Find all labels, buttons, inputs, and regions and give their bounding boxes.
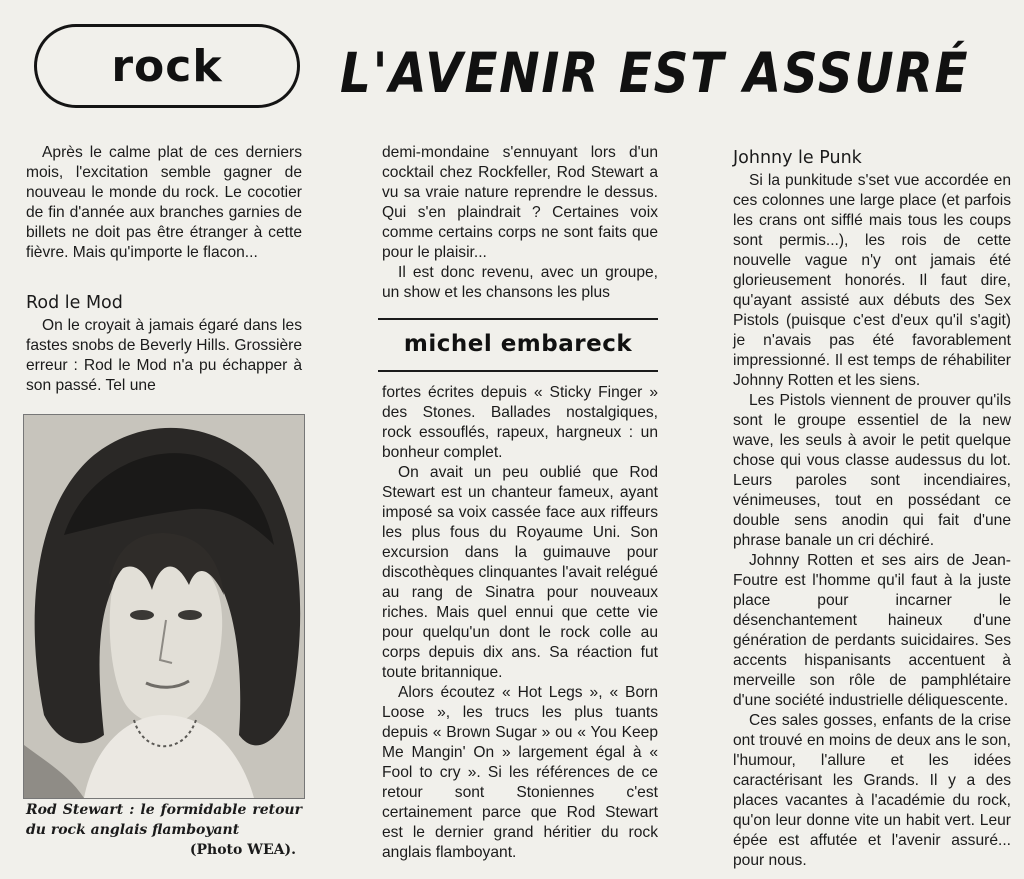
paragraph: On le croyait à jamais égaré dans les fastes snobs de Beverly Hills. Grossière erreur : Rod le Mod n'a pu échapper à son passé. Tel une (26, 317, 302, 394)
photo-credit: (Photo WEA). (189, 842, 296, 858)
paragraph: fortes écrites depuis « Sticky Finger » des Stones. Ballades nostalgiques, rock essouflés, rapeux, hargneux : un bonheur complet. (382, 384, 658, 461)
intro-paragraph: Après le calme plat de ces derniers mois, l'excitation semble gagner de nouveau le monde du rock. Le cocotier de fin d'année aux branches garnies de billets ne doit pas être étranger à cette fièvre. Mais qu'importe le flacon... (26, 144, 302, 261)
paragraph: Ces sales gosses, enfants de la crise ont trouvé en moins de deux ans le son, l'humour, l'allure et les idées caractérisant les Grands. Il y a des places vacantes à l'académie du rock, qu'on leur donne vite un habit vert. Leur épée est affutée et l'avenir assuré... pour nous. (733, 712, 1011, 869)
byline-rule-bottom (378, 370, 658, 372)
column-1-intro (26, 143, 302, 263)
column-1-section (26, 290, 302, 396)
paragraph: Alors écoutez « Hot Legs », « Born Loose », les trucs les plus tuants depuis « Brown Sugar » ou « You Keep Me Mangin' On » largement égal à « Fool to cry ». Si les références de ce retour sont Stoniennes c'est certainement parce que Rod Stewart est le dernier grand héritier du rock anglais flamboyant. (382, 684, 658, 861)
caption-text: Rod Stewart : le formidable retour du rock anglais flamboyant (26, 802, 302, 838)
author-byline: michel embareck (403, 331, 633, 357)
column-3 (733, 145, 1011, 871)
subhead-johnny-le-punk: Johnny le Punk (733, 148, 862, 168)
paragraph: Johnny Rotten et ses airs de Jean-Foutre est l'homme qu'il faut à la juste place pour incarner le désenchantement haineux d'une génération de perdants suicidaires. Ses accents hispanisants accentuent à merveille son rôle de pamphlétaire d'une société industrielle déliquescente. (733, 552, 1011, 709)
section-rubric: rock (34, 24, 300, 108)
paragraph: demi-mondaine s'ennuyant lors d'un cocktail chez Rockfeller, Rod Stewart a vu sa vraie nature reprendre le dessus. Qui s'en plaindrait ? Certaines voix comme certains corps ne sont faits que pour le plaisir... (382, 144, 658, 261)
column-2-bottom (382, 383, 658, 863)
byline-rule-top (378, 318, 658, 320)
paragraph: On avait un peu oublié que Rod Stewart est un chanteur fameux, ayant imposé sa voix cassée face aux riffeurs les plus fous du Royaume Uni. Son excursion dans la guimauve pour discothèques clinquantes l'avait relégué au rang de Sinatra pour nouveaux riches. Mais quel ennui que cette vie pour quelqu'un dont le rock colle au corps depuis dix ans. Sa réaction fut toute britannique. (382, 464, 658, 681)
portrait-photo (23, 414, 305, 799)
subhead-rod-le-mod: Rod le Mod (26, 293, 123, 313)
column-2-top (382, 143, 658, 303)
paragraph: Il est donc revenu, avec un groupe, un show et les chansons les plus (382, 264, 658, 301)
paragraph: Si la punkitude s'set vue accordée en ces colonnes une large place (et parfois les crans ont sifflé mais tous les coups sont permis...), les rois de cette nouvelle vague n'y ont jamais été glorieusement honorés. Il faut dire, qu'ayant assisté aux débuts des Sex Pistols (puisque c'est d'eux qu'il s'agit) je n'avais pas été favorablement impressionné. Il est temps de réhabiliter Johnny Rotten et les siens. (733, 172, 1011, 389)
portrait-illustration (24, 415, 304, 798)
photo-caption (26, 800, 302, 860)
paragraph: Les Pistols viennent de prouver qu'ils sont le groupe essentiel de la new wave, les seuls à avoir le petit quelque chose qui vous classe audessus du lot. Leurs paroles sont incendiaires, vénimeuses, tout en possédant ce double sens anodin qui fait d'une phrase banale un cri déchiré. (733, 392, 1011, 549)
headline: L'AVENIR EST ASSURÉ (340, 41, 970, 105)
